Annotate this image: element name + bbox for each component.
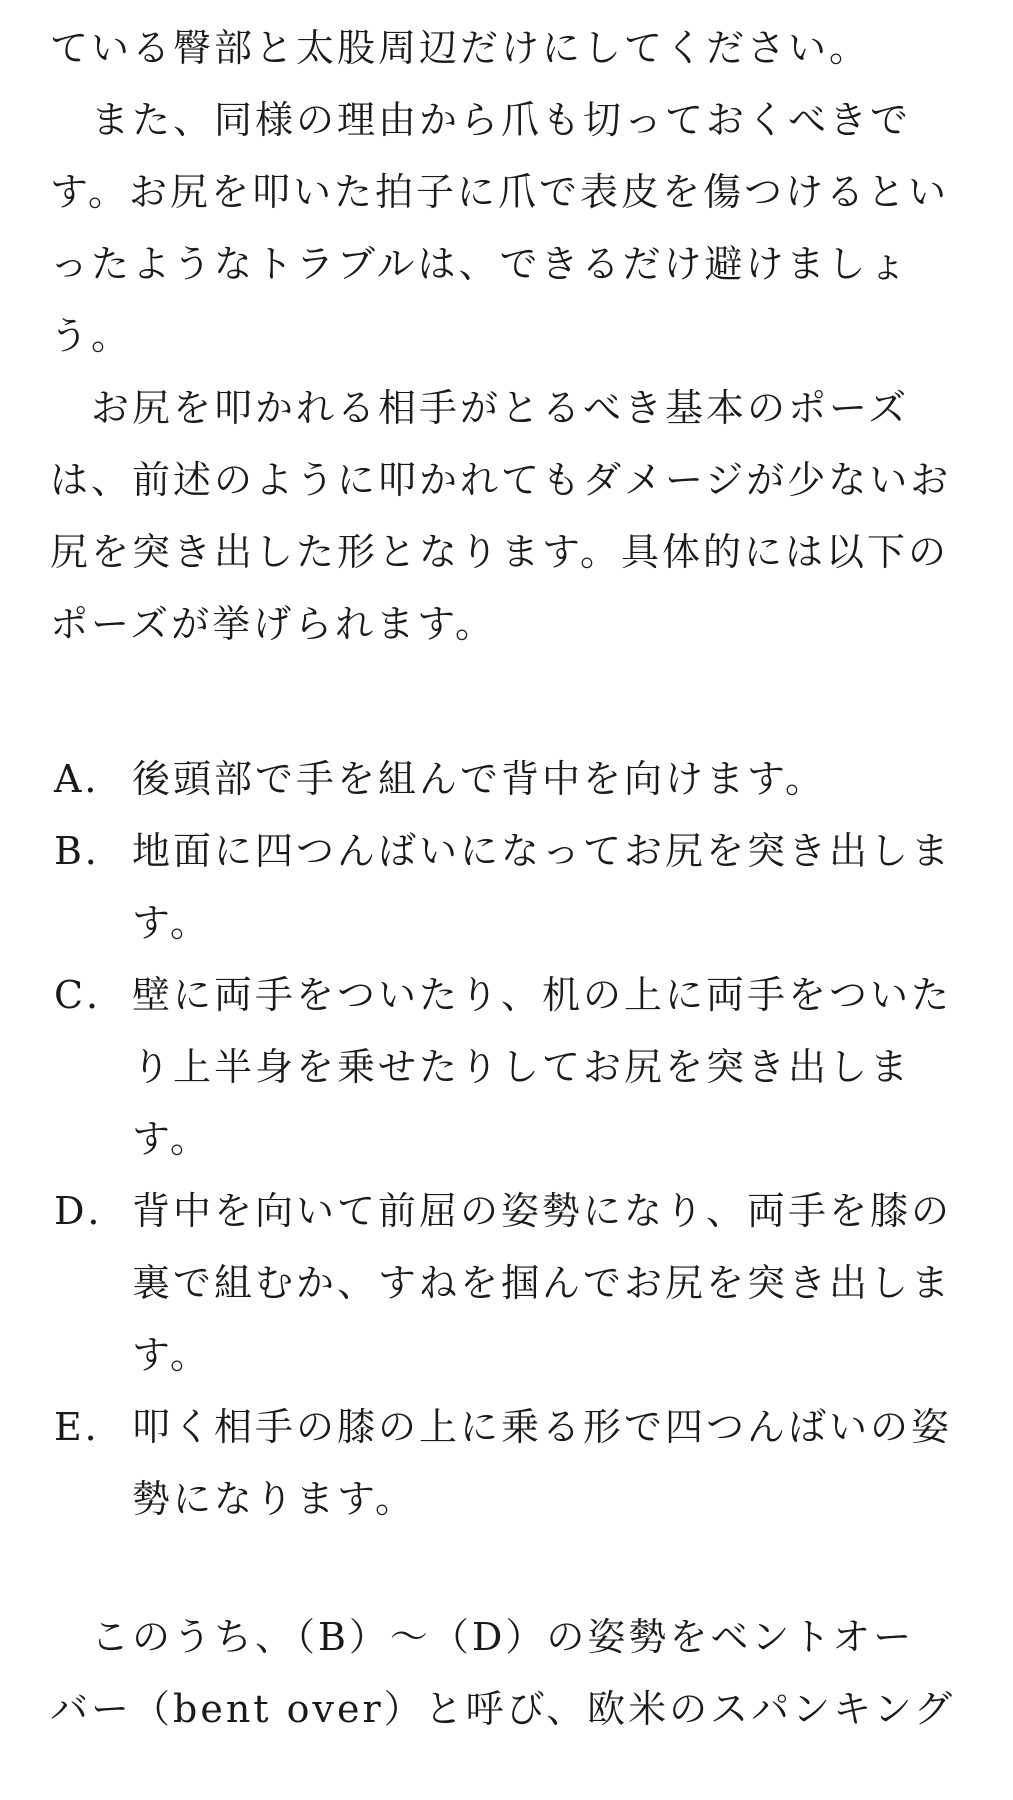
list-text xyxy=(132,815,972,959)
paragraph-intro xyxy=(50,12,970,84)
text-line: 背中を向いて前屈の姿勢になり、両手を膝の xyxy=(132,1189,953,1233)
text-line: す。お尻を叩いた拍子に爪で表皮を傷つけるとい xyxy=(50,170,949,214)
text-line: バー（bent over）と呼び、欧米のスパンキング xyxy=(50,1687,955,1731)
list-marker: B． xyxy=(54,829,126,873)
paragraph-nails xyxy=(50,84,970,372)
list-text xyxy=(132,743,972,815)
text-line: 尻を突き出した形となります。具体的には以下の xyxy=(50,530,949,574)
text-line: 裏で組むか、すねを掴んでお尻を突き出しま xyxy=(132,1261,953,1305)
list-text xyxy=(132,1391,972,1535)
text-line: ている臀部と太股周辺だけにしてください。 xyxy=(50,26,871,70)
text-line: ったようなトラブルは、できるだけ避けましょ xyxy=(50,242,910,286)
paragraph-pose xyxy=(50,372,970,660)
text-line: お尻を叩かれる相手がとるべき基本のポーズ xyxy=(50,386,910,430)
list-marker: D． xyxy=(54,1189,129,1233)
list-text xyxy=(132,1175,972,1391)
paragraph-closing xyxy=(50,1601,970,1745)
list-marker: A． xyxy=(54,757,126,801)
text-line: 後頭部で手を組んで背中を向けます。 xyxy=(132,757,826,801)
list-marker: E． xyxy=(54,1405,126,1449)
text-line: す。 xyxy=(132,1333,211,1377)
text-line: は、前述のように叩かれてもダメージが少ないお xyxy=(50,458,952,502)
text-line: す。 xyxy=(132,901,211,945)
text-line: す。 xyxy=(132,1117,211,1161)
text-line: このうち、（B）～（D）の姿勢をベントオー xyxy=(50,1615,915,1659)
list-marker: C． xyxy=(54,973,128,1017)
text-line: 地面に四つんばいになってお尻を突き出しま xyxy=(132,829,953,873)
text-line: また、同様の理由から爪も切っておくべきで xyxy=(50,98,912,142)
text-line: 壁に両手をついたり、机の上に両手をついた xyxy=(132,973,953,1017)
text-line: う。 xyxy=(50,314,133,358)
text-line: ポーズが挙げられます。 xyxy=(50,602,497,646)
text-line: り上半身を乗せたりしてお尻を突き出しま xyxy=(132,1045,912,1089)
list-text xyxy=(132,959,972,1175)
text-line: 叩く相手の膝の上に乗る形で四つんばいの姿 xyxy=(132,1405,953,1449)
text-line: 勢になります。 xyxy=(132,1477,416,1521)
